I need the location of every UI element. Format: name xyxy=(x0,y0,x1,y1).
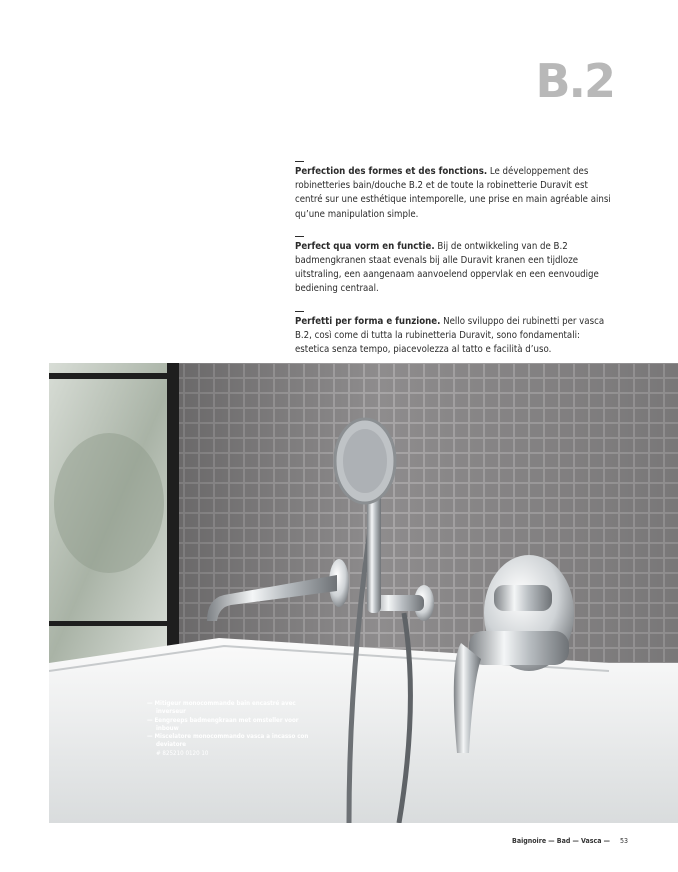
article-number: # 825210 0120 10 xyxy=(156,749,209,757)
caption-item: — Miscelatore monocommando vasca a incasso con deviatore xyxy=(147,733,309,749)
dash-divider xyxy=(295,228,304,237)
dash-divider xyxy=(295,303,304,312)
page-footer xyxy=(512,837,628,845)
intro-text xyxy=(295,153,615,363)
caption-item: — Eengreeps badmengkraan met omsteller voor inbouw xyxy=(147,716,299,732)
page-number: 53 xyxy=(619,837,628,845)
paragraph-lead: Perfection des formes et des fonctions. xyxy=(295,166,488,177)
paragraph-lead: Perfect qua vorm en functie. xyxy=(295,240,435,252)
dash-divider xyxy=(295,153,304,162)
paragraph-lead: Perfetti per forma e funzione. xyxy=(295,315,441,327)
caption-item: — Mitigeur monocommande bain encastré avec inverseur xyxy=(147,700,296,716)
footer-section: Baignoire — Bad — Vasca — xyxy=(512,837,610,845)
bath-mixer-illustration xyxy=(49,363,678,823)
paragraph-fr xyxy=(295,153,615,222)
paragraph-body: Nello sviluppo dei rubinetti per vasca B.2, così come di tutta la rubinetteria Duravit, sono fondamentali: estetica senza tempo, piacevolezza al tatto e facilità d’uso. xyxy=(295,315,605,356)
paragraph-body: Bij de ontwikkeling van de B.2 badmengkranen staat evenals bij alle Duravit kranen een tijdloze uitstraling, een aangenaam aanvoelend oppervlak en een eenvoudige bediening centraal. xyxy=(295,240,599,295)
product-photo xyxy=(49,363,678,823)
page-title: B.2 xyxy=(535,54,614,108)
paragraph-it xyxy=(295,303,615,358)
paragraph-nl xyxy=(295,228,615,297)
paragraph-body: Le développement des robinetteries bain/douche B.2 et de toute la robinetterie Duravit est centré sur une esthétique intemporelle, une prise en main agréable ainsi qu’une manipulation simple. xyxy=(295,166,611,220)
photo-caption xyxy=(147,700,317,758)
